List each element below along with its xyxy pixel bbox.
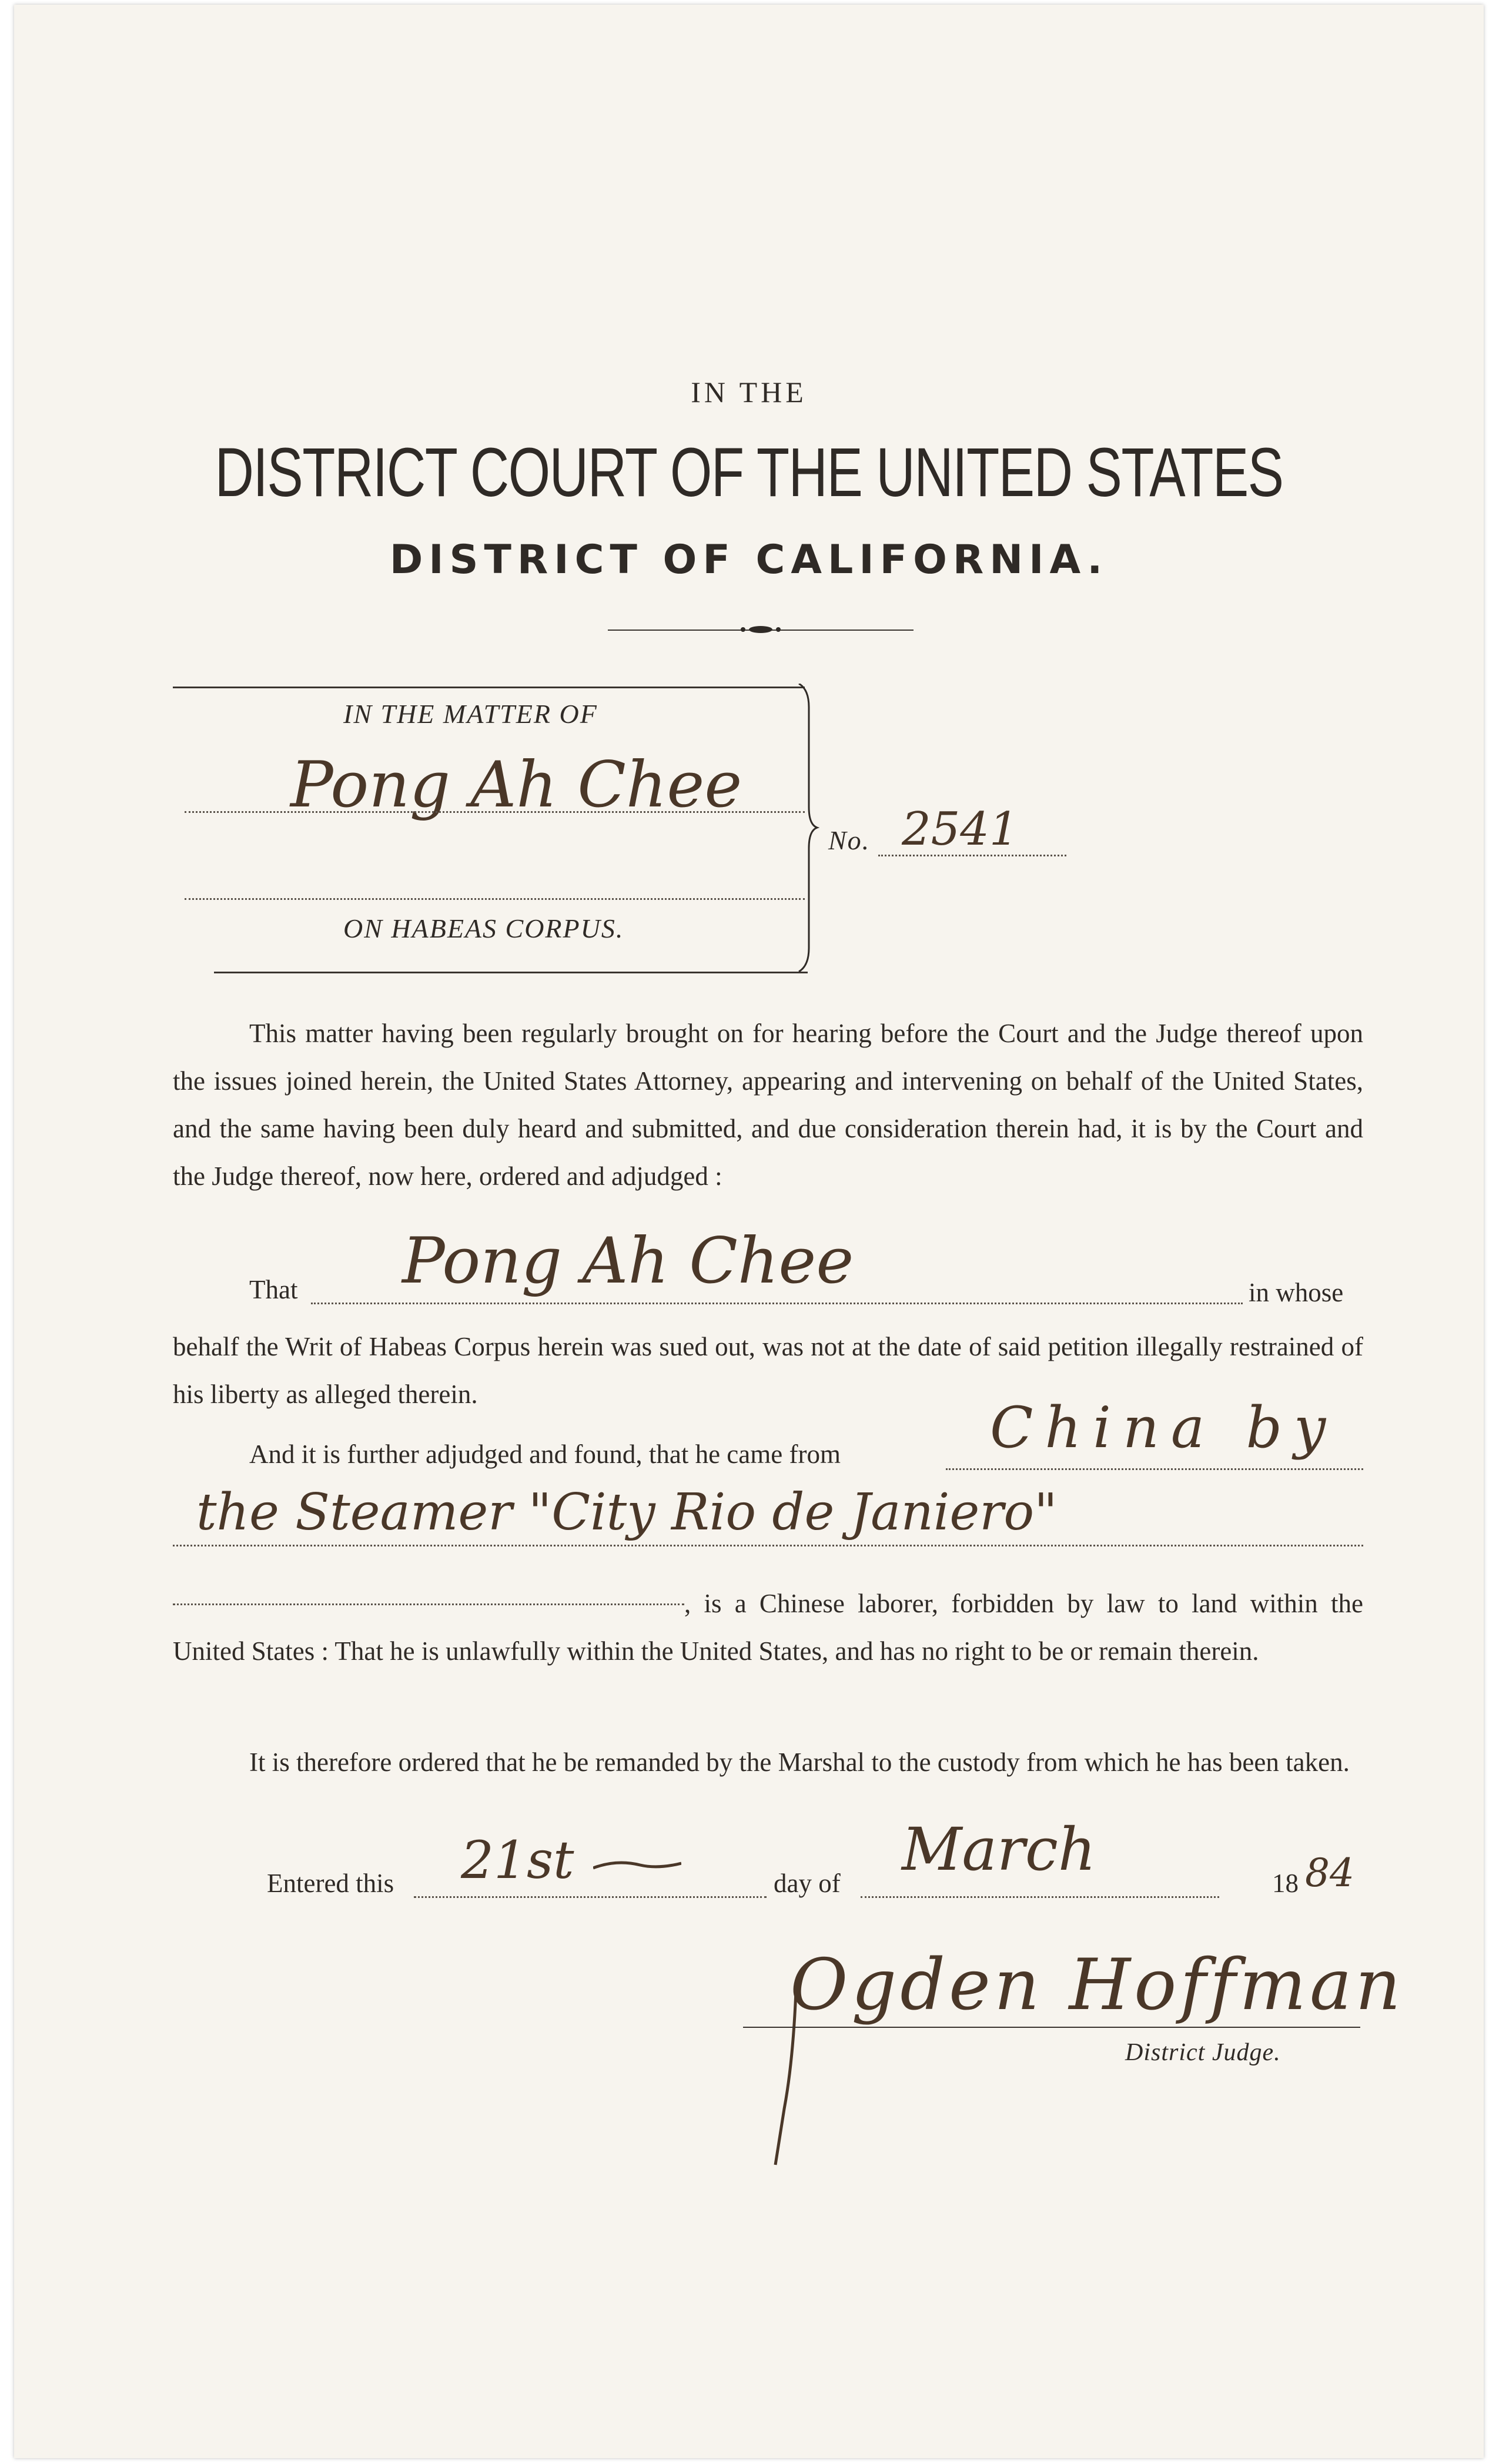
came-from-line [946, 1468, 1363, 1470]
paragraph-1-text: This matter having been regularly brought on for hearing before the Court and the Judge thereof upon the issues joined herein, the United States Attorney, appearing and intervening on behalf of the United States, and the same having been duly heard and submitted, and due consideration therein had, it is by the Court and the Judge thereof, now here, ordered and adjudged : [173, 1019, 1363, 1191]
caption-bottom-rule [214, 972, 808, 973]
month-line [861, 1896, 1219, 1898]
entered-this-label: Entered this [267, 1869, 394, 1898]
document-page [14, 5, 1484, 2458]
on-habeas-corpus: ON HABEAS CORPUS. [343, 913, 624, 943]
month-value: March [902, 1815, 1096, 1884]
day-line [414, 1896, 767, 1898]
paragraph-2-text: behalf the Writ of Habeas Corpus herein was sued out, was not at the date of said petition illegally restrained of his liberty as alleged therein. [173, 1332, 1363, 1409]
petitioner-line [185, 811, 805, 813]
paragraph-3-end-text: , is a Chinese laborer, forbidden by law to land within the United States : That he is unlawfully within the United States, and has no right to be or remain therein. [173, 1589, 1363, 1666]
judge-signature: Ogden Hoffman [790, 1944, 1404, 2026]
signature-line [743, 2027, 1360, 2028]
caption-bracket [796, 684, 819, 972]
header-in-the: IN THE [691, 376, 807, 409]
year-written: 84 [1305, 1850, 1354, 1896]
case-number-value: 2541 [902, 803, 1019, 856]
came-from-value: China by [990, 1395, 1338, 1461]
that-label: That [249, 1275, 298, 1304]
case-number-label: No. [828, 825, 871, 855]
paragraph-3-end [173, 1580, 1363, 1675]
paragraph-3-start: And it is further adjudged and found, that he came from [249, 1439, 841, 1469]
that-name: Pong Ah Chee [402, 1224, 854, 1298]
district-judge-title: District Judge. [1125, 2039, 1281, 2066]
paragraph-4 [173, 1739, 1363, 1786]
caption-top-rule [173, 687, 805, 688]
steamer-value: the Steamer "City Rio de Janiero" [196, 1483, 1058, 1542]
that-name-line [311, 1303, 1243, 1304]
in-the-matter-of: IN THE MATTER OF [343, 699, 598, 729]
in-whose-text: in whose [1249, 1278, 1344, 1307]
district-title: DISTRICT OF CALIFORNIA. [389, 537, 1109, 583]
paragraph-1 [173, 1010, 1363, 1200]
ornament-icon [734, 623, 787, 636]
caption-blank-line [185, 898, 805, 900]
case-number-line [878, 855, 1066, 856]
year-printed: 18 [1272, 1869, 1299, 1898]
paragraph-4-text: It is therefore ordered that he be remanded by the Marshal to the custody from which he has been taken. [249, 1747, 1350, 1777]
day-of-label: day of [774, 1869, 841, 1898]
petitioner-name: Pong Ah Chee [290, 748, 742, 822]
signature-stroke [772, 1991, 808, 2168]
day-value: 21st [461, 1830, 574, 1890]
court-title: DISTRICT COURT OF THE UNITED STATES [215, 434, 1283, 511]
steamer-line [173, 1545, 1363, 1546]
day-flourish [593, 1856, 681, 1874]
